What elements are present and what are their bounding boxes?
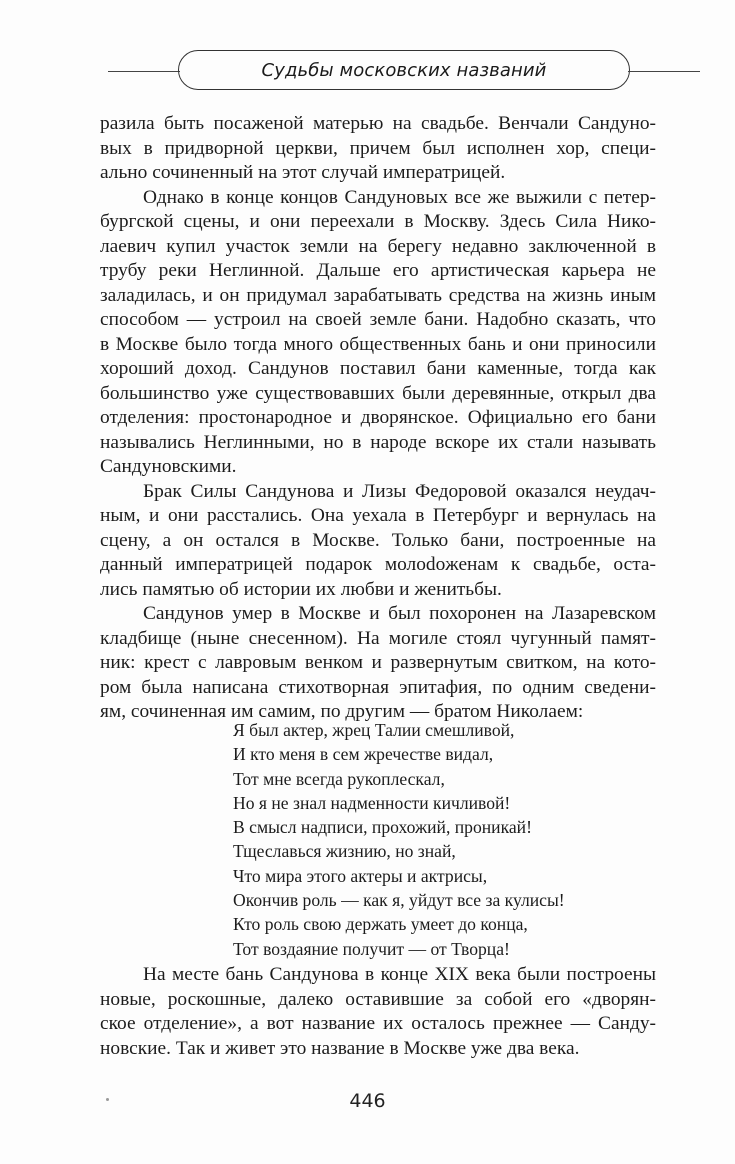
header-rule-right xyxy=(628,71,700,72)
final-line: новские. Так и живет это название в Москве уже два века. xyxy=(100,1037,580,1059)
final-line: На месте бань Сандунова в конце XIX века были построены xyxy=(143,964,656,985)
epitaph-poem xyxy=(233,718,565,961)
text-line: разила быть посаженой матерью на свадьбе. Венчали Сандуно- xyxy=(100,113,656,134)
page-number: 446 xyxy=(349,1090,386,1112)
text-line: заладилась, и он придумал зарабатывать средства на жизнь иным xyxy=(100,284,656,306)
poem-line: Тщеславься жизнию, но знай, xyxy=(233,841,456,862)
poem-line: В смысл надписи, прохожий, проникай! xyxy=(233,817,532,838)
text-line: Брак Силы Сандунова и Лизы Федоровой оказался неудач- xyxy=(143,480,656,502)
text-line: Однако в конце концов Сандуновых все же выжили с петер- xyxy=(143,186,656,208)
text-line: Сандуновскими. xyxy=(100,456,237,477)
text-line: сцену, а он остался в Москве. Только бани, построенные на xyxy=(100,529,656,551)
text-line: хороший доход. Сандунов поставил бани каменные, тогда как xyxy=(100,358,656,379)
final-line: ское отделение», а вот название их осталось прежнее — Санду- xyxy=(100,1013,656,1034)
text-line: назывались Неглинными, но в народе вскоре их стали называть xyxy=(100,431,656,453)
text-line: ным, и они расстались. Она уехала в Петербург и вернулась на xyxy=(100,505,656,526)
poem-line: Тот мне всегда рукоплескал, xyxy=(233,768,445,789)
running-title: Судьбы московских названий xyxy=(261,59,547,81)
poem-line: Я был актер, жрец Талии смешливой, xyxy=(233,720,515,740)
poem-line: Что мира этого актеры и актрисы, xyxy=(233,865,488,886)
text-line: бургской сцены, и они переехали в Москву. Здесь Сила Нико- xyxy=(100,211,656,232)
text-line: отделения: простонародное и дворянское. Официально его бани xyxy=(100,407,656,428)
text-line: лаевич купил участок земли на берегу недавно заключенной в xyxy=(100,235,656,257)
poem-line: Но я не знал надменности кичливой! xyxy=(233,792,511,813)
final-line: новые, роскошные, далеко оставившие за собой его «дворян- xyxy=(100,988,656,1010)
text-line: ально сочиненный на этот случай императрицей. xyxy=(100,162,506,183)
final-paragraph xyxy=(100,963,656,1061)
text-line: вых в придворной церкви, причем был исполнен хор, специ- xyxy=(100,137,656,159)
text-line: Сандунов умер в Москве и был похоронен на Лазаревском xyxy=(143,603,656,624)
text-line: трубу реки Неглинной. Дальше его артистическая карьера не xyxy=(100,260,656,281)
poem-line: И кто меня в сем жречестве видал, xyxy=(233,744,494,765)
text-line: ям, сочиненная им самим, по другим — братом Николаем: xyxy=(100,701,584,722)
header-title-frame xyxy=(178,50,630,90)
poem-line: Тот воздаяние получит — от Творца! xyxy=(233,938,510,959)
header-rule-left xyxy=(108,71,180,72)
text-line: большинство уже существовавших были деревянные, открыл два xyxy=(100,382,656,404)
poem-line: Окончив роль — как я, уйдут все за кулисы! xyxy=(233,890,565,911)
text-line: в Москве было тогда много общественных бань и они приносили xyxy=(100,333,656,355)
poem-line: Кто роль свою держать умеет до конца, xyxy=(233,914,528,935)
main-text xyxy=(100,112,656,725)
text-line: данный императрицей подарок молоdoженам к свадьбе, оста- xyxy=(100,554,656,575)
running-header xyxy=(108,50,700,92)
text-line: способом — устроил на своей земле бани. Надобно сказать, что xyxy=(100,309,656,330)
text-line: лись памятью об истории их любви и женитьбы. xyxy=(100,578,502,600)
text-line: кладбище (ныне снесенном). На могиле стоял чугунный памят- xyxy=(100,627,656,649)
text-line: ник: крест с лавровым венком и развернутым свитком, на кото- xyxy=(100,652,656,673)
text-line: ром была написана стихотворная эпитафия, по одним сведени- xyxy=(100,676,656,698)
